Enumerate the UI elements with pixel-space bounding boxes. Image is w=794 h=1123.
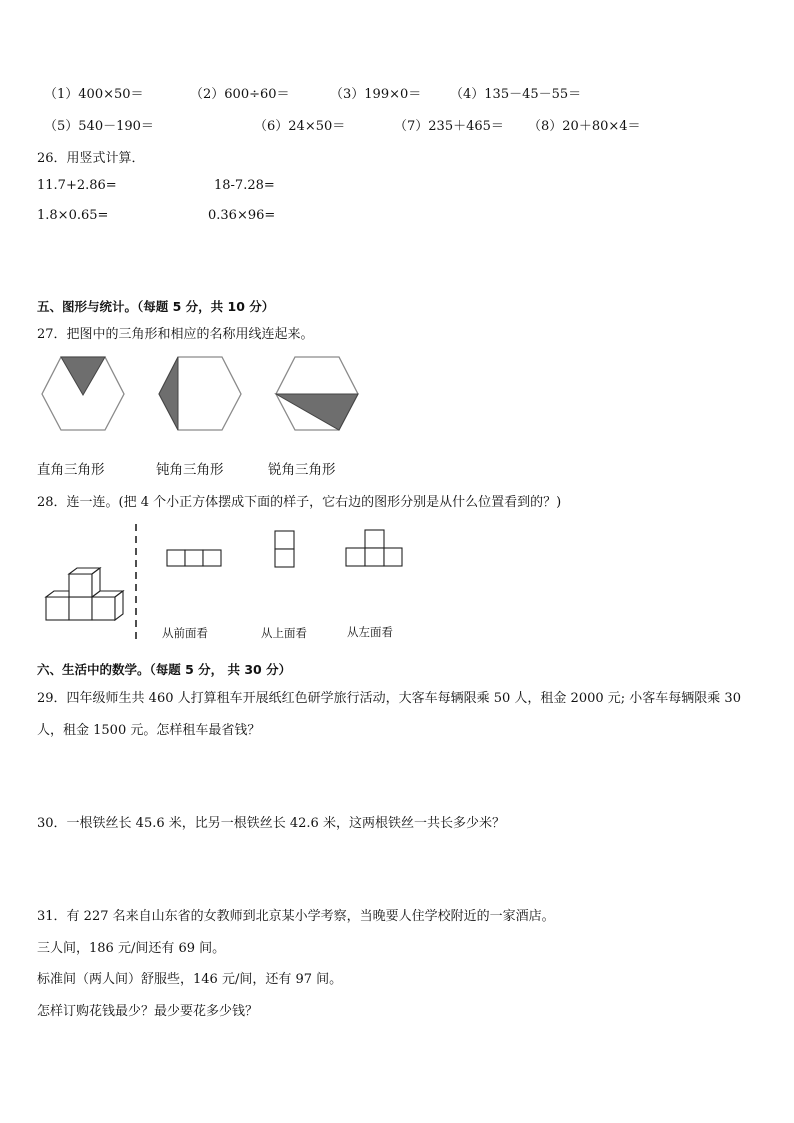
q31-line-2: 三人间，186 元/间还有 69 间。 xyxy=(37,941,226,956)
q26-item-3: 1.8×0.65= xyxy=(37,208,109,223)
hexagon-figure-2 xyxy=(157,356,243,432)
view-label-top: 从上面看 xyxy=(261,626,307,640)
q26-item-1: 11.7+2.86= xyxy=(37,178,117,193)
calc-item-8: （8）20＋80×4＝ xyxy=(528,119,641,134)
section5-heading: 五、图形与统计。（每题 5 分，共 10 分） xyxy=(37,299,275,314)
q31-line-3: 标准间（两人间）舒服些，146 元/间，还有 97 间。 xyxy=(37,972,343,987)
triangle-label-right: 直角三角形 xyxy=(37,462,105,478)
q28-title: 28．连一连。(把 4 个小正方体摆成下面的样子，它右边的图形分别是从什么位置看到的？) xyxy=(37,495,562,510)
q26-title: 26．用竖式计算． xyxy=(37,151,145,166)
triangle-label-acute: 锐角三角形 xyxy=(268,462,336,478)
view-label-front: 从前面看 xyxy=(162,626,208,640)
triangle-label-obtuse: 钝角三角形 xyxy=(156,462,224,478)
section6-heading: 六、生活中的数学。（每题 5 分， 共 30 分） xyxy=(37,662,292,677)
calc-item-1: （1）400×50＝ xyxy=(44,87,144,102)
view-label-left: 从左面看 xyxy=(347,625,393,639)
q27-title: 27．把图中的三角形和相应的名称用线连起来。 xyxy=(37,327,314,342)
calc-item-6: （6）24×50＝ xyxy=(254,119,346,134)
calc-item-2: （2）600÷60＝ xyxy=(190,87,290,102)
q26-item-2: 18-7.28= xyxy=(214,178,275,193)
hexagon-figure-1 xyxy=(40,356,126,432)
view-figure-left xyxy=(345,529,403,567)
cube-stack-figure xyxy=(44,566,126,626)
q30-text: 30．一根铁丝长 45.6 米，比另一根铁丝长 42.6 米，这两根铁丝一共长多少米？ xyxy=(37,816,505,831)
q29-line-2: 人，租金 1500 元。怎样租车最省钱？ xyxy=(37,723,261,738)
dashed-divider xyxy=(134,524,138,642)
calc-item-7: （7）235＋465＝ xyxy=(394,119,504,134)
q26-item-4: 0.36×96= xyxy=(208,208,276,223)
view-figure-front xyxy=(166,549,222,567)
calc-item-4: （4）135－45－55＝ xyxy=(450,87,582,102)
calc-item-5: （5）540－190＝ xyxy=(44,119,154,134)
q31-line-1: 31．有 227 名来自山东省的女教师到北京某小学考察，当晚要人住学校附近的一家酒店。 xyxy=(37,909,555,924)
view-figure-top xyxy=(274,530,296,568)
q29-line-1: 29．四年级师生共 460 人打算租车开展纸红色研学旅行活动，大客车每辆限乘 50 人，租金 2000 元; 小客车每辆限乘 30 xyxy=(37,691,741,706)
q31-line-4: 怎样订购花钱最少？最少要花多少钱？ xyxy=(37,1004,259,1019)
calc-item-3: （3）199×0＝ xyxy=(330,87,422,102)
hexagon-figure-3 xyxy=(274,356,360,432)
